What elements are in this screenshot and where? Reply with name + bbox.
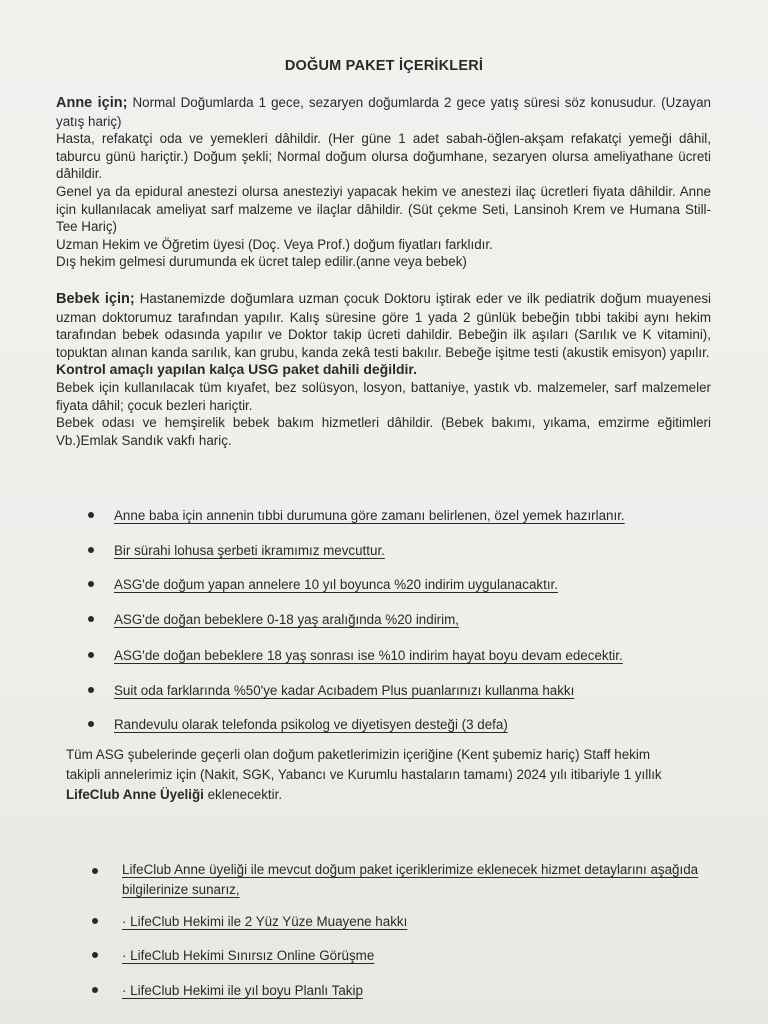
list-item-text: Suit oda farklarında %50'ye kadar Acıbadem Plus puanlarınızı kullanma hakkı (114, 683, 575, 698)
lifeclub-announcement (66, 745, 666, 805)
list-item-text: LifeClub Anne üyeliği ile mevcut doğum paket içeriklerimize eklenecek hizmet detaylarını aşağıda bilgilerinize sunarız, (122, 862, 699, 897)
bullet-icon (88, 581, 94, 587)
baby-section (56, 290, 711, 449)
announcement-text (66, 745, 666, 805)
document-title: DOĞUM PAKET İÇERİKLERİ (284, 58, 484, 74)
bullet-icon (88, 512, 94, 518)
list-item-text: ASG'de doğum yapan annelere 10 yıl boyunca %20 indirim uygulanacaktır. (114, 577, 558, 592)
mother-line-1-text: Normal Doğumlarda 1 gece, sezaryen doğumlarda 2 gece yatış süresi söz konusudur. (Uzayan yatış hariç) (56, 95, 711, 129)
list-item-text: · LifeClub Hekimi ile yıl boyu Planlı Takip (122, 983, 363, 998)
bullet-icon (88, 687, 94, 693)
list-item-text: ASG'de doğan bebeklere 18 yaş sonrası ise %10 indirim hayat boyu devam edecektir. (114, 648, 623, 663)
baby-line-1-text: Hastanemizde doğumlara uzman çocuk Doktoru iştirak eder ve ilk pediatrik doğum muayenesi uzman doktorumuz tarafından yapılır. Kalış süresine göre 1 yada 2 günlük bebeğin tıbbi takibi aynı hekim tarafından bebek odasında yapılır ve Doktor takip ücreti dahildir. Bebeğin ilk aşıları (Sarılık ve K vitamini), topuktan alınan kanda sarılık, kan grubu, kanda zekâ testi bakılır. Bebeğe işitme testi (akustik emisyon) yapılır. (56, 291, 711, 360)
bullet-icon (88, 721, 94, 727)
list-item-text: ASG'de doğan bebeklere 0-18 yaş aralığında %20 indirim, (114, 612, 459, 627)
list-item-text: Randevulu olarak telefonda psikolog ve diyetisyen desteği (3 defa) (114, 717, 508, 732)
mother-line-2: Hasta, refakatçi oda ve yemekleri dâhildir. (Her güne 1 adet sabah-öğlen-akşam refakatçi yemeği dâhil, taburcu günü hariçtir.) Doğum şekli; Normal doğum olursa doğumhane, sezaryen olursa ameliyathane ücreti dâhildir. (56, 131, 711, 182)
bullet-icon (88, 547, 94, 553)
baby-line-1 (56, 290, 711, 361)
mother-line-3: Genel ya da epidural anestezi olursa anesteziyi yapacak hekim ve anestezi ilaç ücretleri fiyata dâhildir. Anne için kullanılacak ameliyat sarf malzeme ve ilaçlar dâhildir. (Süt çekme Seti, Lansinoh Krem ve Humana Still-Tee Hariç) (56, 183, 711, 235)
list-item-text: · LifeClub Hekimi Sınırsız Online Görüşme (122, 948, 375, 963)
announcement-text-1: Tüm ASG şubelerinde geçerli olan doğum paketlerimizin içeriğine (Kent şubemiz hariç) Staff hekim takipli annelerimiz için (Nakit, SGK, Yabancı ve Kurumlu hastaların tamamı) 2024 yılı itibariyle 1 yıllık (66, 747, 662, 782)
bullet-icon (92, 952, 98, 958)
bullet-icon (88, 616, 94, 622)
list-item-text: Bir sürahi lohusa şerbeti ikramımız mevcuttur. (114, 543, 385, 558)
mother-section (56, 94, 711, 271)
announcement-text-2: eklenecektir. (203, 787, 283, 802)
list-item-text: · LifeClub Hekimi ile 2 Yüz Yüze Muayene hakkı (122, 914, 408, 929)
list-item-text: Anne baba için annenin tıbbi durumuna göre zamanı belirlenen, özel yemek hazırlanır. (114, 508, 625, 523)
baby-lead: Bebek için; (56, 291, 135, 307)
bullet-icon (92, 987, 98, 993)
baby-bold-line: Kontrol amaçlı yapılan kalça USG paket dahili değildir. (56, 361, 417, 378)
bullet-icon (88, 652, 94, 658)
mother-line-4: Uzman Hekim ve Öğretim üyesi (Doç. Veya Prof.) doğum fiyatları farklıdır. (56, 236, 493, 252)
bullet-icon (92, 918, 98, 924)
bullet-icon (92, 868, 98, 874)
baby-line-2: Bebek için kullanılacak tüm kıyafet, bez solüsyon, losyon, battaniye, yastık vb. malzemeler, sarf malzemeler fiyata dâhil; çocuk bezleri hariçtir. (56, 379, 711, 413)
mother-line-5: Dış hekim gelmesi durumunda ek ücret talep edilir.(anne veya bebek) (56, 254, 467, 270)
mother-line-1 (56, 94, 711, 130)
announcement-bold: LifeClub Anne Üyeliği (66, 787, 204, 802)
mother-lead: Anne için; (56, 95, 128, 111)
baby-line-3: Bebek odası ve hemşirelik bebek bakım hizmetleri dâhildir. (Bebek bakımı, yıkama, emzirme eğitimleri Vb.)Emlak Sandık vakfı hariç. (56, 415, 711, 448)
